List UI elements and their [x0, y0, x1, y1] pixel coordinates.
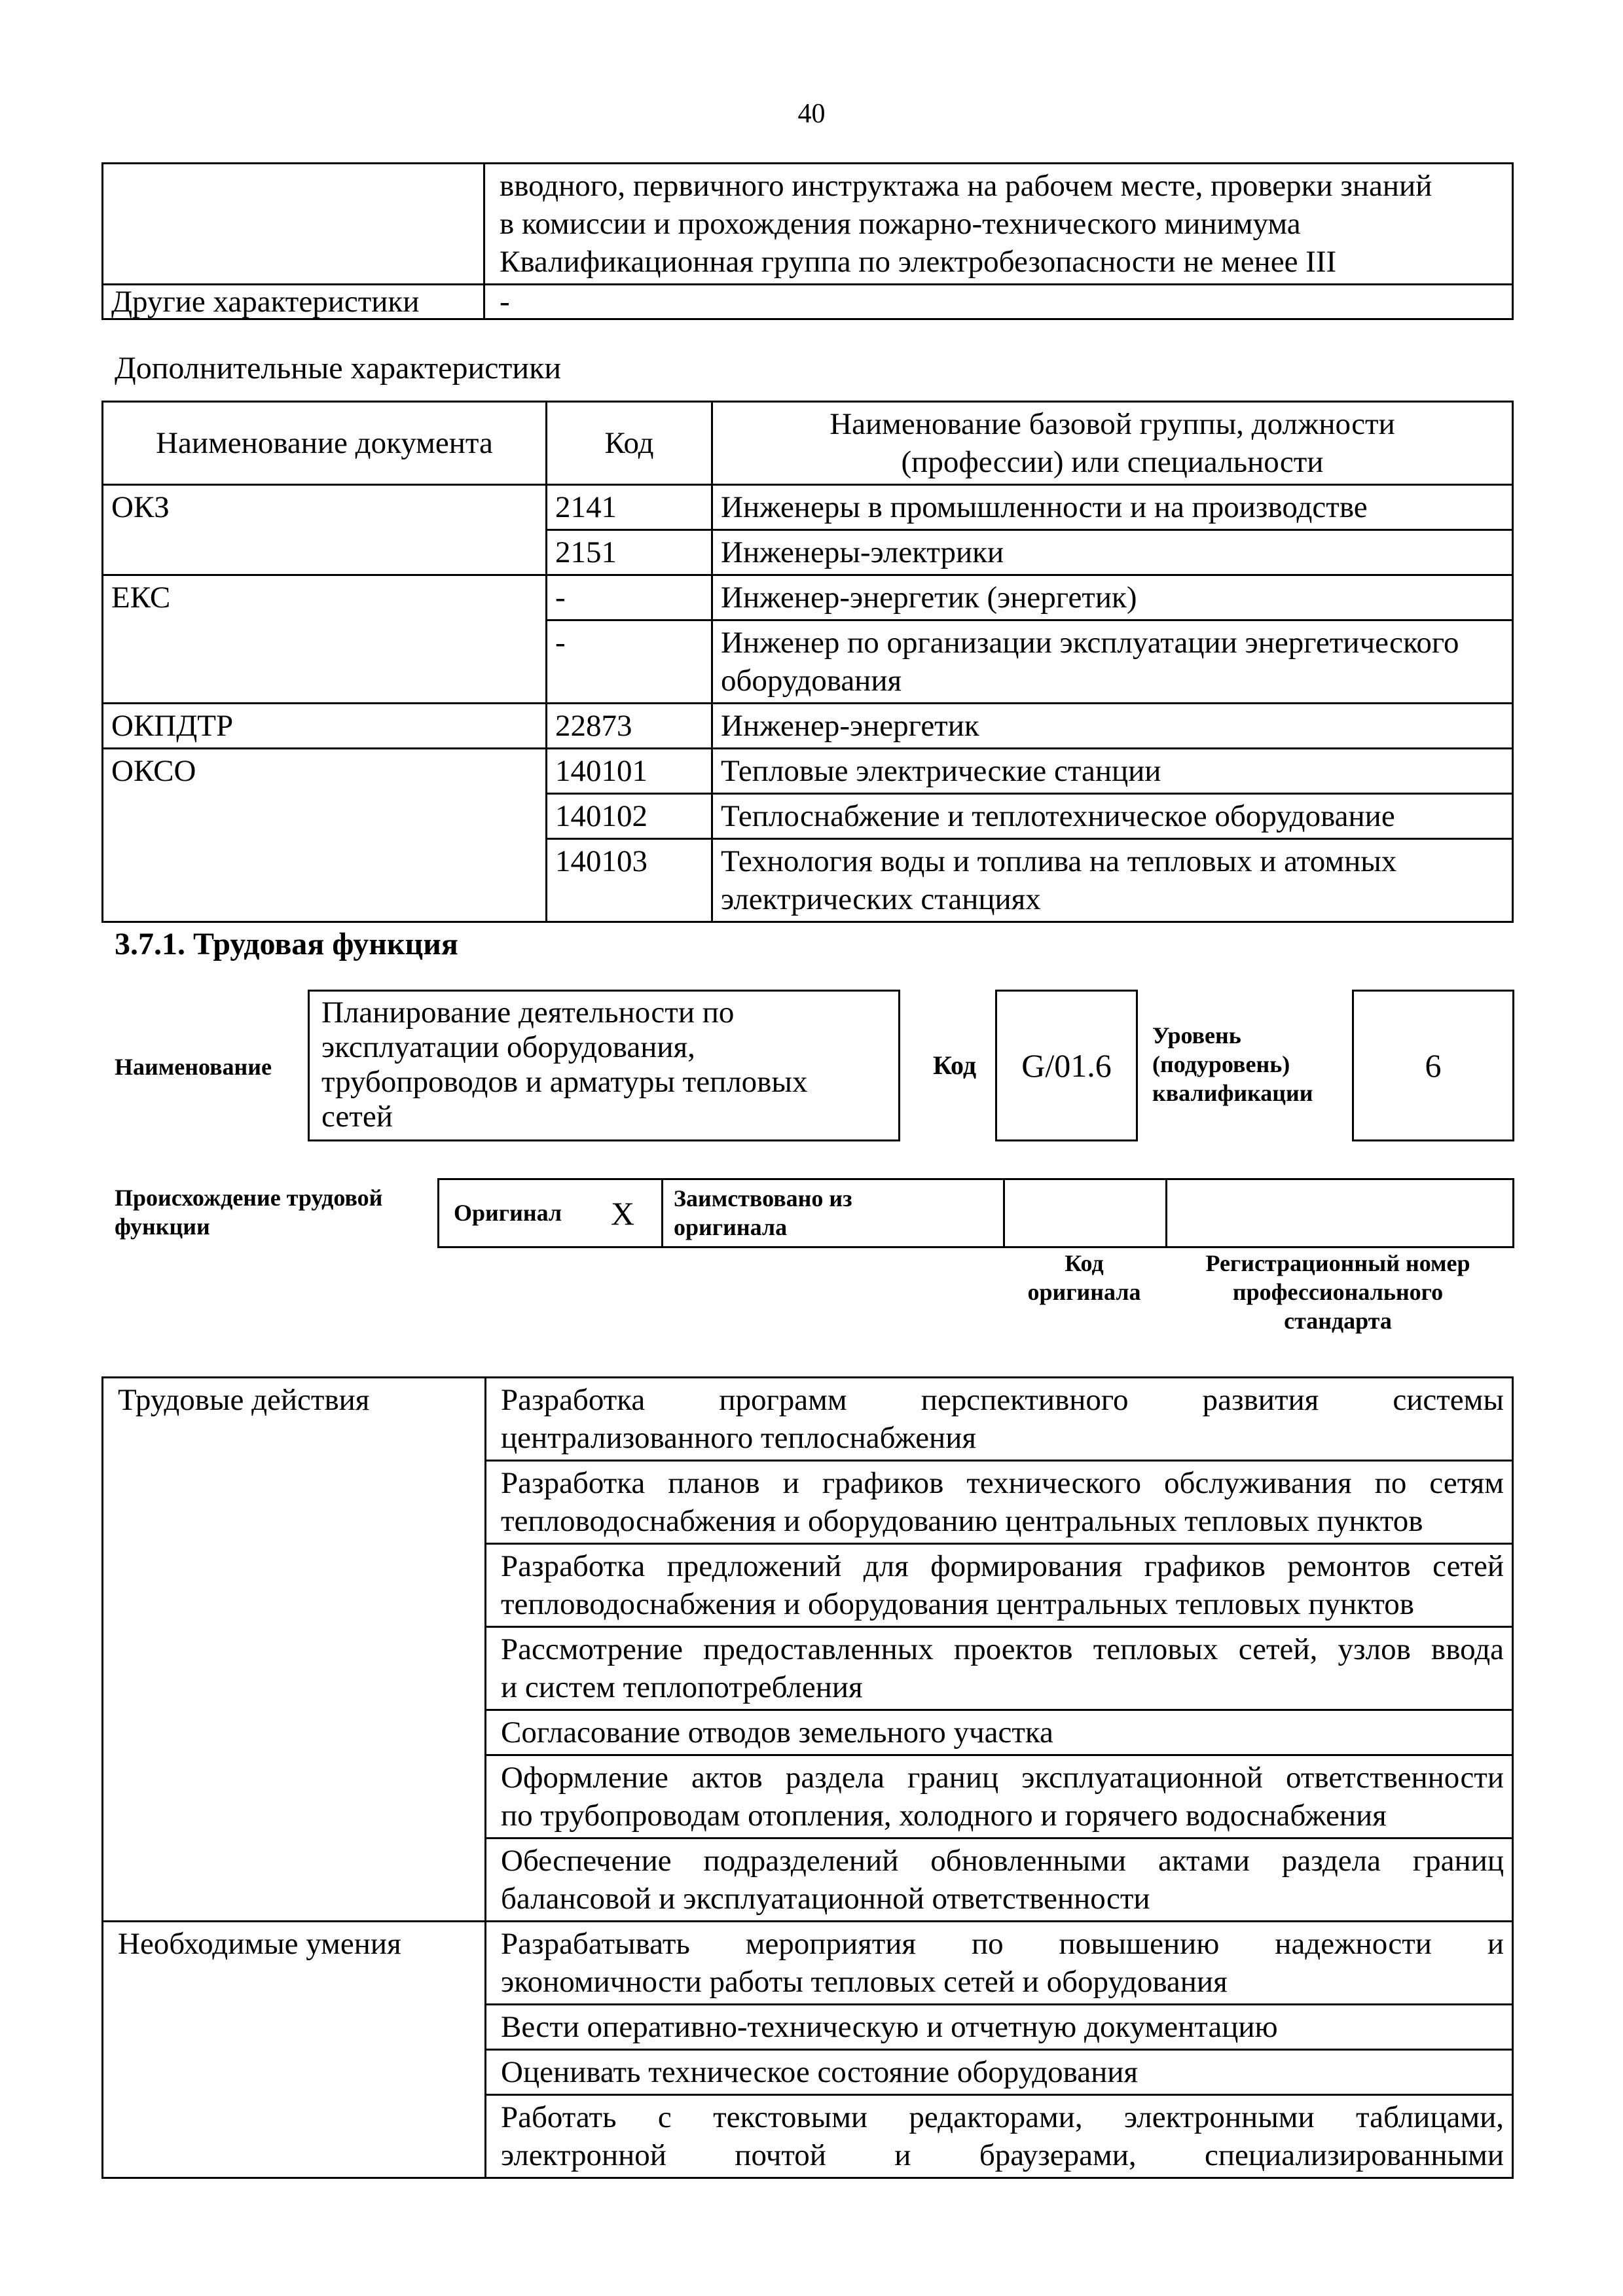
original-code-cell	[1005, 1180, 1167, 1246]
list-item: Рассмотрение предоставленных проектов тепловых сетей, узлов ввода и систем теплопотребления	[486, 1627, 1513, 1710]
additional-characteristics-heading: Дополнительные характеристики	[115, 351, 562, 386]
additional-characteristics-table	[101, 401, 1514, 923]
list-item: Разработка программ перспективного развития системы централизованного теплоснабжения	[486, 1378, 1513, 1461]
original-mark: X	[611, 1195, 635, 1232]
table-row: ОКСО 140101 Тепловые электрические станции	[103, 749, 1513, 794]
empty-cell	[103, 164, 484, 285]
original-code-caption: Код оригинала	[1027, 1250, 1141, 1305]
name-label: Наименование	[115, 1054, 272, 1080]
list-item: Оценивать техническое состояние оборудования	[486, 2050, 1513, 2095]
list-item: Обеспечение подразделений обновленными актами раздела границ балансовой и эксплуатационной ответственности	[486, 1839, 1513, 1922]
function-code-box: G/01.6	[995, 990, 1138, 1141]
registration-number-cell	[1167, 1180, 1512, 1246]
list-item: Разработка планов и графиков технического обслуживания по сетям тепловодоснабжения и оборудованию центральных тепловых пунктов	[486, 1461, 1513, 1544]
function-name-box: Планирование деятельности по эксплуатации оборудования, трубопроводов и арматуры тепловых сетей	[308, 990, 900, 1141]
header-group-name: Наименование базовой группы, должности (профессии) или специальности	[712, 402, 1513, 485]
registration-number-caption: Регистрационный номер профессионального стандарта	[1205, 1250, 1470, 1334]
list-item: Разрабатывать мероприятия по повышению надежности и экономичности работы тепловых сетей и оборудования	[486, 1922, 1513, 2005]
other-characteristics-value: -	[484, 285, 1513, 319]
table-row	[103, 1378, 1513, 1461]
qualification-level-label: Уровень (подуровень) квалификации	[1152, 1022, 1313, 1106]
table-row	[103, 1922, 1513, 2005]
table-row: 140102 Теплоснабжение и теплотехническое оборудование	[103, 794, 1513, 839]
original-cell	[439, 1180, 663, 1246]
table-row: ЕКС - Инженер-энергетик (энергетик)	[103, 575, 1513, 620]
code-label: Код	[933, 1050, 977, 1080]
header-document: Наименование документа	[103, 402, 547, 485]
original-label: Оригинал	[454, 1200, 562, 1226]
table-row: - Инженер по организации эксплуатации энергетического оборудования	[103, 620, 1513, 704]
qualification-level-box: 6	[1352, 990, 1514, 1141]
page-number: 40	[797, 99, 826, 129]
function-origin-label: Происхождение трудовой функции	[115, 1185, 383, 1240]
labor-function-table	[101, 1376, 1514, 2179]
function-origin-table	[437, 1178, 1514, 1248]
table-row: ОКПДТР 22873 Инженер-энергетик	[103, 704, 1513, 749]
table-row: 140103 Технология воды и топлива на тепловых и атомных электрических станциях	[103, 839, 1513, 922]
labor-actions-label: Трудовые действия	[103, 1378, 486, 1922]
list-item: Согласование отводов земельного участка	[486, 1710, 1513, 1755]
labor-function-title: 3.7.1. Трудовая функция	[115, 927, 458, 961]
borrowed-cell: Заимствовано из оригинала	[663, 1180, 1005, 1246]
list-item: Оформление актов раздела границ эксплуатационной ответственности по трубопроводам отопления, холодного и горячего водоснабжения	[486, 1755, 1513, 1839]
table-row: ОКЗ 2141 Инженеры в промышленности и на производстве	[103, 485, 1513, 530]
list-item: Работать с текстовыми редакторами, электронными таблицами, электронной почтой и браузерами, специализированными	[486, 2095, 1513, 2178]
requirements-continuation: вводного, первичного инструктажа на рабочем месте, проверки знаний в комиссии и прохождения пожарно-технического минимума Квалификационная группа по электробезопасности не менее III	[484, 164, 1513, 285]
required-skills-label: Необходимые умения	[103, 1922, 486, 2178]
table-row: 2151 Инженеры-электрики	[103, 530, 1513, 575]
education-requirements-table	[101, 162, 1514, 320]
other-characteristics-label: Другие характеристики	[103, 285, 484, 319]
list-item: Вести оперативно-техническую и отчетную документацию	[486, 2005, 1513, 2050]
header-code: Код	[547, 402, 712, 485]
list-item: Разработка предложений для формирования графиков ремонтов сетей тепловодоснабжения и оборудования центральных тепловых пунктов	[486, 1544, 1513, 1627]
